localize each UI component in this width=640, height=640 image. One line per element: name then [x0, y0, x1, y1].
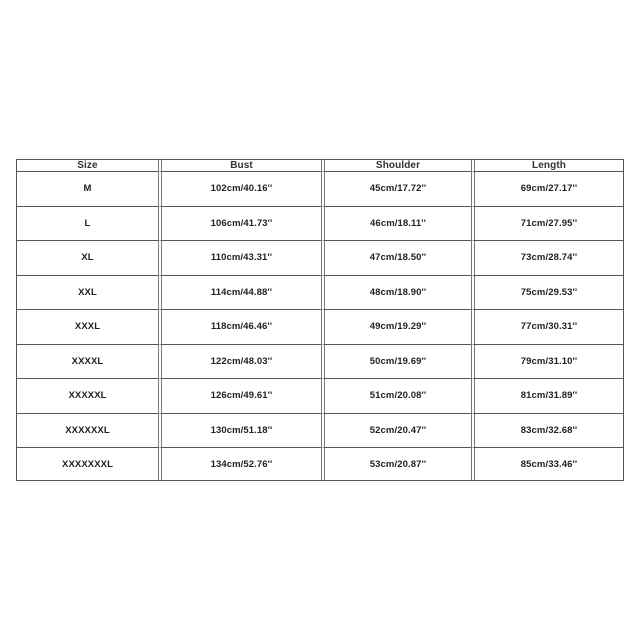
- cell-shoulder: 49cm/19.29'': [321, 310, 471, 345]
- cell-shoulder: 52cm/20.47'': [321, 414, 471, 449]
- cell-length: 77cm/30.31'': [471, 310, 623, 345]
- header-length: Length: [471, 160, 623, 172]
- table-row: [17, 241, 623, 276]
- table-row: [17, 207, 623, 242]
- table-header-row: [17, 160, 623, 172]
- cell-size: XXXXXXL: [17, 414, 158, 449]
- table-row: [17, 448, 623, 480]
- cell-size: L: [17, 207, 158, 242]
- header-shoulder: Shoulder: [321, 160, 471, 172]
- cell-shoulder: 53cm/20.87'': [321, 448, 471, 480]
- cell-length: 69cm/27.17'': [471, 172, 623, 207]
- cell-size: XXL: [17, 276, 158, 311]
- cell-shoulder: 50cm/19.69'': [321, 345, 471, 380]
- cell-length: 71cm/27.95'': [471, 207, 623, 242]
- cell-bust: 126cm/49.61'': [158, 379, 321, 414]
- table-row: [17, 172, 623, 207]
- table-row: [17, 379, 623, 414]
- cell-length: 85cm/33.46'': [471, 448, 623, 480]
- table-row: [17, 276, 623, 311]
- size-chart-table: [16, 159, 624, 481]
- cell-bust: 102cm/40.16'': [158, 172, 321, 207]
- header-size: Size: [17, 160, 158, 172]
- cell-shoulder: 48cm/18.90'': [321, 276, 471, 311]
- cell-bust: 114cm/44.88'': [158, 276, 321, 311]
- cell-length: 83cm/32.68'': [471, 414, 623, 449]
- cell-shoulder: 46cm/18.11'': [321, 207, 471, 242]
- table-row: [17, 345, 623, 380]
- cell-bust: 134cm/52.76'': [158, 448, 321, 480]
- cell-bust: 122cm/48.03'': [158, 345, 321, 380]
- table-row: [17, 414, 623, 449]
- cell-bust: 106cm/41.73'': [158, 207, 321, 242]
- cell-length: 81cm/31.89'': [471, 379, 623, 414]
- header-bust: Bust: [158, 160, 321, 172]
- cell-bust: 110cm/43.31'': [158, 241, 321, 276]
- cell-bust: 118cm/46.46'': [158, 310, 321, 345]
- cell-size: XXXL: [17, 310, 158, 345]
- cell-size: XXXXL: [17, 345, 158, 380]
- cell-length: 73cm/28.74'': [471, 241, 623, 276]
- cell-length: 75cm/29.53'': [471, 276, 623, 311]
- cell-size: M: [17, 172, 158, 207]
- cell-shoulder: 51cm/20.08'': [321, 379, 471, 414]
- table-row: [17, 310, 623, 345]
- cell-shoulder: 47cm/18.50'': [321, 241, 471, 276]
- cell-length: 79cm/31.10'': [471, 345, 623, 380]
- cell-size: XL: [17, 241, 158, 276]
- cell-size: XXXXXL: [17, 379, 158, 414]
- cell-shoulder: 45cm/17.72'': [321, 172, 471, 207]
- cell-bust: 130cm/51.18'': [158, 414, 321, 449]
- cell-size: XXXXXXXL: [62, 458, 113, 470]
